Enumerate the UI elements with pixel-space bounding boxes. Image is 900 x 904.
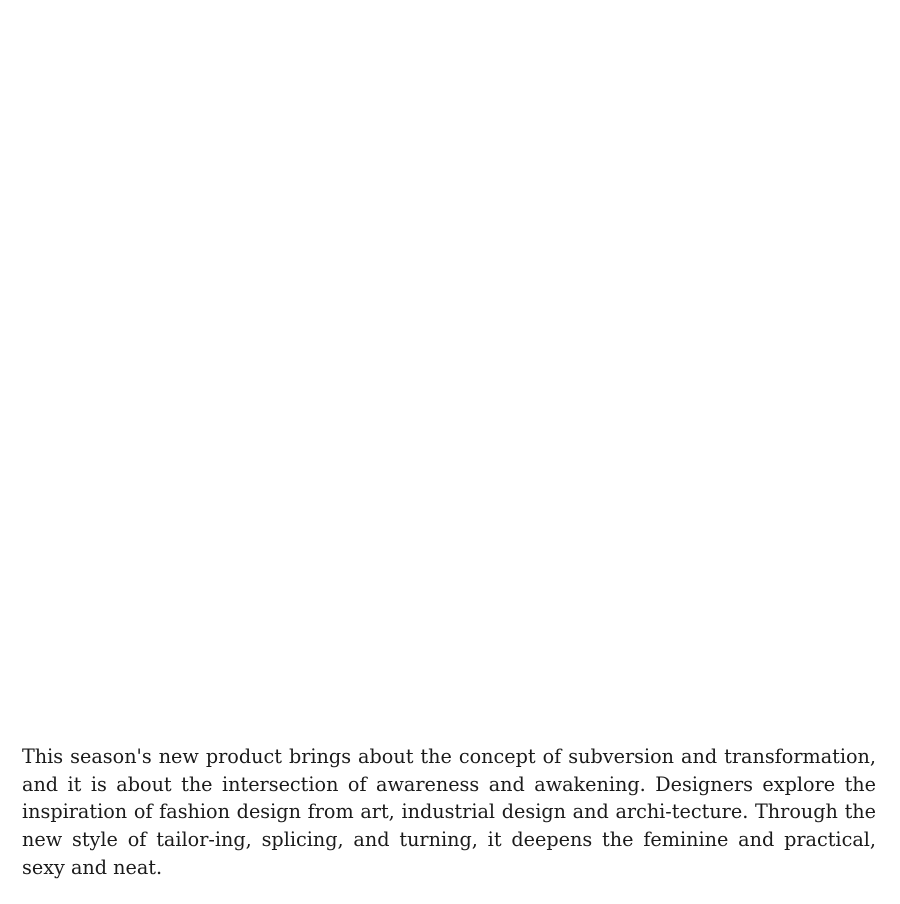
caption-paragraph: This season's new product brings about the concept of subversion and transformation, and it is about the intersection of awareness and awakening. Designers explore the inspiration of fashion design from art, industrial design and archi-tecture. Through the new style of tailor-ing, splicing, and turning, it deepens the feminine and practical, sexy and neat. <box>22 745 876 879</box>
